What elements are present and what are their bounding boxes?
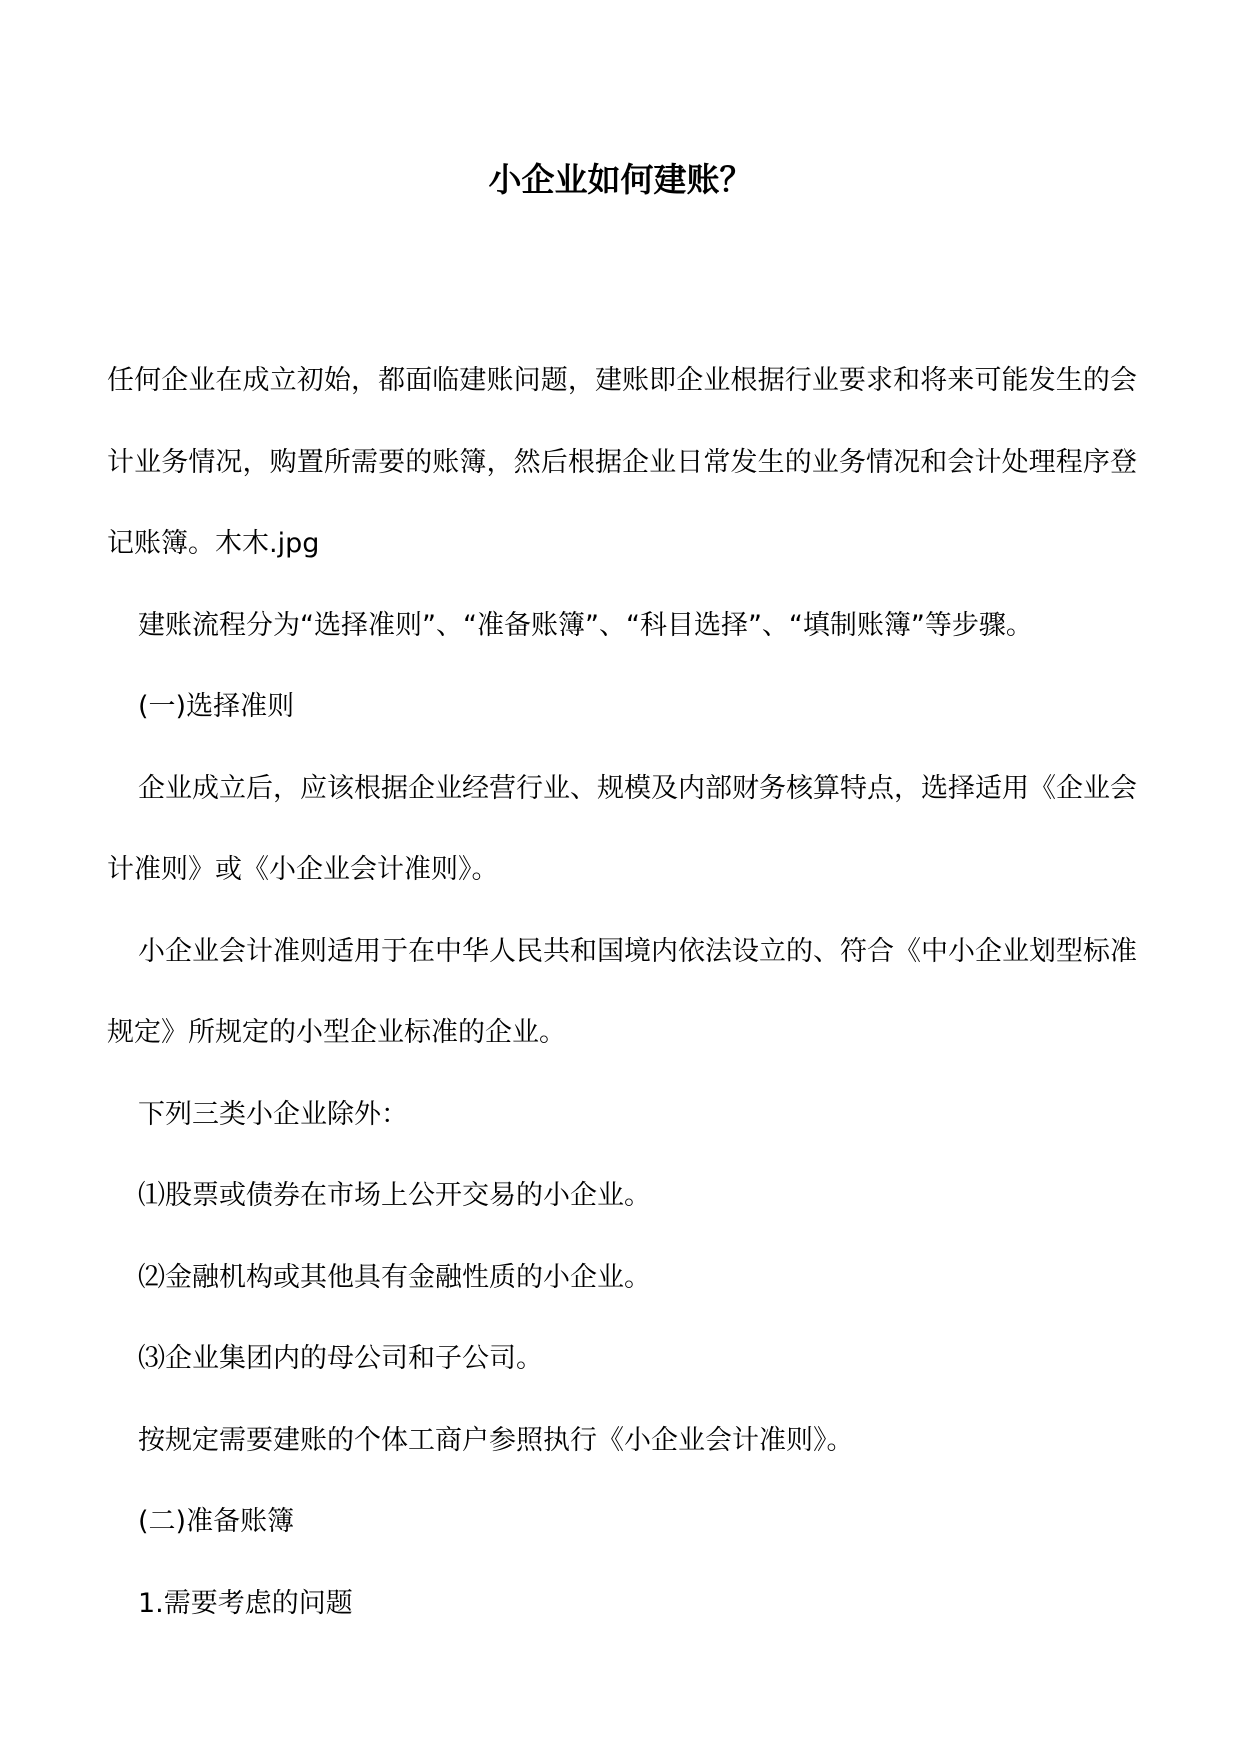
paragraph-individual-business: 按规定需要建账的个体工商户参照执行《小企业会计准则》。	[138, 1424, 854, 1456]
section-heading-select-standard: (一)选择准则	[138, 691, 295, 722]
paragraph-process: 建账流程分为“选择准则”、“准备账簿”、“科目选择”、“填制账簿”等步骤。	[138, 609, 1033, 641]
document-title: 小企业如何建账？	[488, 160, 753, 199]
paragraph-standard-choice: 企业成立后，应该根据企业经营行业、规模及内部财务核算特点，选择适用《企业会计准则》或《小企业会计准则》。	[107, 772, 1137, 885]
list-item-exception-2: ⑵金融机构或其他具有金融性质的小企业。	[138, 1261, 651, 1293]
paragraph-exceptions-intro: 下列三类小企业除外：	[138, 1098, 408, 1130]
section-heading-prepare-books: (二)准备账簿	[138, 1506, 295, 1537]
subsection-heading-considerations: 1.需要考虑的问题	[138, 1587, 353, 1619]
list-item-exception-3: ⑶企业集团内的母公司和子公司。	[138, 1343, 543, 1374]
document-body	[107, 340, 1137, 1644]
paragraph-intro: 任何企业在成立初始，都面临建账问题，建账即企业根据行业要求和将来可能发生的会计业务情况，购置所需要的账簿，然后根据企业日常发生的业务情况和会计处理程序登记账簿。木木.jpg	[107, 365, 1137, 559]
list-item-exception-1: ⑴股票或债券在市场上公开交易的小企业。	[138, 1180, 651, 1211]
paragraph-standard-scope: 小企业会计准则适用于在中华人民共和国境内依法设立的、符合《中小企业划型标准规定》所规定的小型企业标准的企业。	[107, 935, 1137, 1048]
